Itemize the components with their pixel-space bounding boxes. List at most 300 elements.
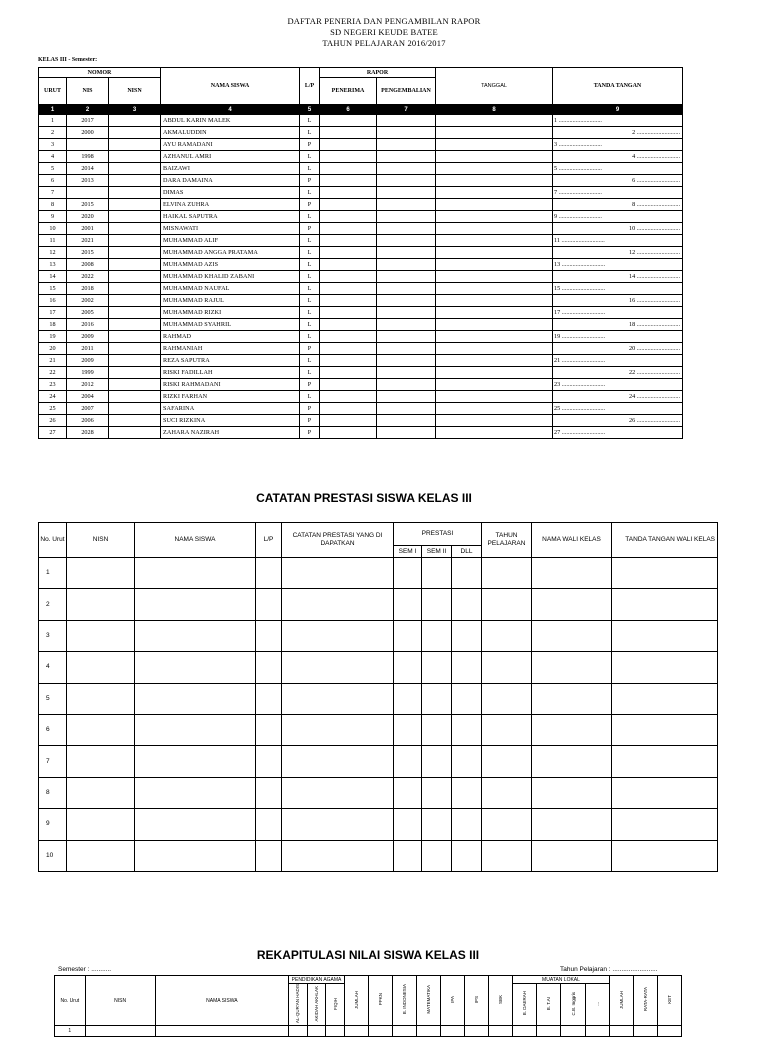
tanggal-cell [436,127,553,139]
empty-cell [612,620,718,651]
penerima-cell [320,307,377,319]
row-number: 4 [39,652,67,683]
signature-line: 10 ............................ [553,223,683,235]
penerima-cell [320,259,377,271]
nisn-cell [109,151,161,163]
empty-cell [657,1026,681,1037]
tanggal-cell [436,199,553,211]
rekap-table [54,975,682,1037]
gender-cell: P [300,403,320,415]
gender-cell: L [300,187,320,199]
nisn-cell [109,247,161,259]
prestasi-row [39,683,718,714]
row-number: 1 [39,558,67,589]
empty-cell [417,1026,441,1037]
empty-cell [532,777,612,808]
row-number: 25 [39,403,67,415]
pengembalian-cell [377,115,436,127]
signature-line: 4 ............................ [553,151,683,163]
empty-cell [394,809,422,840]
empty-cell [256,683,282,714]
row-number: 17 [39,307,67,319]
student-name: MUHAMMAD NAUFAL [161,283,300,295]
tanggal-cell [436,271,553,283]
pengembalian-cell [377,223,436,235]
student-row [39,379,683,391]
empty-cell [256,589,282,620]
penerima-cell [320,271,377,283]
empty-cell [452,558,482,589]
empty-cell [612,840,718,871]
student-name: ABDUL KARIN MALEK [161,115,300,127]
header-fiqih: FIQIH [332,997,338,1010]
nisn-cell [109,391,161,403]
header-ppkn: PPKN [378,993,384,1006]
header-b-tai: B. T.AI [546,996,552,1011]
row-number: 8 [39,777,67,808]
student-row [39,175,683,187]
header-ips: IPS [474,995,480,1004]
header-akidah-akhlak: AKIDAH AKHLAK [314,985,320,1022]
nisn-cell [109,259,161,271]
prestasi-rows [39,558,718,872]
gender-cell: P [300,379,320,391]
tanggal-cell [436,427,553,439]
nisn-cell [109,355,161,367]
tanggal-cell [436,163,553,175]
empty-cell [612,652,718,683]
empty-cell [612,589,718,620]
student-row [39,211,683,223]
row-number: 23 [39,379,67,391]
student-name: ELVINA ZUHRA [161,199,300,211]
prestasi-row [39,746,718,777]
nis-cell: 2000 [67,127,109,139]
signature-line: 17 ............................ [553,307,683,319]
row-number: 18 [39,319,67,331]
empty-cell [422,714,452,745]
empty-cell [135,683,256,714]
nisn-cell [109,271,161,283]
gender-cell: L [300,295,320,307]
section1-header [0,16,768,49]
nis-cell: 1999 [67,367,109,379]
empty-cell [422,809,452,840]
student-row [39,391,683,403]
tanggal-cell [436,283,553,295]
empty-cell [561,1026,585,1037]
row-number: 5 [39,683,67,714]
empty-cell [256,620,282,651]
empty-cell [482,620,532,651]
row-number: 10 [39,840,67,871]
nisn-cell [109,127,161,139]
student-row [39,235,683,247]
prestasi-table [38,522,718,872]
pengembalian-cell [377,427,436,439]
empty-cell [256,746,282,777]
nisn-cell [109,307,161,319]
empty-cell [393,1026,417,1037]
penerima-cell [320,187,377,199]
header-urut: URUT [39,78,67,105]
header-pendidikan-agama: PENDIDIKAN AGAMA [289,976,345,984]
header-tahun-pelajaran: TAHUN PELAJARAN [482,523,532,558]
pengembalian-cell [377,415,436,427]
header-b-daerah: B. DAERAH [522,991,528,1016]
nis-cell: 2004 [67,391,109,403]
pengembalian-cell [377,211,436,223]
student-row [39,331,683,343]
header-b-indonesia: B. INDONESIA [402,984,408,1015]
gender-cell: L [300,331,320,343]
empty-cell [532,620,612,651]
empty-cell [633,1026,657,1037]
nis-cell [67,139,109,151]
pengembalian-cell [377,343,436,355]
penerima-cell [320,199,377,211]
nisn-cell [109,235,161,247]
penerima-cell [320,223,377,235]
empty-cell [256,558,282,589]
pengembalian-cell [377,127,436,139]
empty-cell [537,1026,561,1037]
header-rata-rata: RATA-RATA [642,987,648,1012]
nisn-cell [109,223,161,235]
student-row [39,247,683,259]
header-cb-inggris: C.B. Inggris [570,991,576,1016]
pengembalian-cell [377,367,436,379]
tanggal-cell [436,295,553,307]
row-number: 3 [39,620,67,651]
row-number: 6 [39,714,67,745]
student-row [39,355,683,367]
pengembalian-cell [377,271,436,283]
signature-line: 23 ............................ [553,379,683,391]
row-number: 14 [39,271,67,283]
row-number: 10 [39,223,67,235]
row-number: 4 [39,151,67,163]
signature-line: 26 ............................ [553,415,683,427]
empty-cell [394,558,422,589]
empty-cell [67,558,135,589]
empty-cell [422,746,452,777]
empty-cell [394,777,422,808]
student-name: RAHMAD [161,331,300,343]
nis-cell: 2007 [67,403,109,415]
gender-cell: L [300,127,320,139]
nisn-cell [109,283,161,295]
nisn-cell [109,331,161,343]
col-number: 8 [436,105,553,115]
tanggal-cell [436,175,553,187]
empty-cell [67,746,135,777]
student-row [39,163,683,175]
row-number: 16 [39,295,67,307]
nis-cell: 2008 [67,259,109,271]
row-number: 9 [39,211,67,223]
header-tanda-tangan: TANDA TANGAN [553,68,683,105]
empty-cell [422,620,452,651]
empty-cell [532,840,612,871]
nisn-cell [109,115,161,127]
header-lp: L/P [300,68,320,105]
penerima-cell [320,127,377,139]
empty-cell [612,714,718,745]
signature-line: 7 ............................ [553,187,683,199]
student-name: MUHAMMAD SYAHRIL [161,319,300,331]
col-number: 7 [377,105,436,115]
nisn-cell [109,199,161,211]
nis-cell: 2009 [67,331,109,343]
penerima-cell [320,163,377,175]
empty-cell [532,809,612,840]
empty-cell [135,620,256,651]
student-name: MUHAMMAD KHALID ZABANI [161,271,300,283]
header-tanda-tangan-wali: TANDA TANGAN WALI KELAS [612,523,718,558]
student-name: MUHAMMAD AZIS [161,259,300,271]
gender-cell: L [300,367,320,379]
signature-line: 27 ............................ [553,427,683,439]
gender-cell: P [300,427,320,439]
empty-cell [482,589,532,620]
col-number: 5 [300,105,320,115]
signature-line: 19 ............................ [553,331,683,343]
gender-cell: L [300,391,320,403]
gender-cell: P [300,343,320,355]
penerima-cell [320,139,377,151]
header-rapor: RAPOR [320,68,436,78]
rekap-rows [55,1026,682,1037]
signature-line: 1 ............................ [553,115,683,127]
empty-cell [452,683,482,714]
student-name: MISNAWATI [161,223,300,235]
student-row [39,319,683,331]
header-nama-siswa: NAMA SISWA [135,523,256,558]
empty-cell [482,809,532,840]
nis-cell: 2018 [67,283,109,295]
signature-line: 18 ............................ [553,319,683,331]
gender-cell: L [300,355,320,367]
empty-cell [282,809,394,840]
empty-cell [394,714,422,745]
tanggal-cell [436,379,553,391]
empty-cell [256,809,282,840]
pengembalian-cell [377,295,436,307]
gender-cell: P [300,223,320,235]
signature-line: 3 ............................ [553,139,683,151]
empty-cell [394,840,422,871]
nis-cell: 2015 [67,199,109,211]
header-penerima: PENERIMA [320,78,377,105]
row-number: 9 [39,809,67,840]
prestasi-row [39,620,718,651]
signature-line: 13 ............................ [553,259,683,271]
signature-line: 12 ............................ [553,247,683,259]
empty-cell [67,809,135,840]
header-no-urut: No. Urut [39,523,67,558]
nis-cell: 1998 [67,151,109,163]
signature-line: 11 ............................ [553,235,683,247]
nis-cell: 2028 [67,427,109,439]
empty-cell [532,589,612,620]
doc-title-line-2: SD NEGERI KEUDE BATEE [330,27,438,37]
student-name: AKMALUDDIN [161,127,300,139]
empty-cell [465,1026,489,1037]
header-sbk: SBK [498,995,504,1005]
tanggal-cell [436,211,553,223]
empty-cell [452,746,482,777]
empty-cell [282,683,394,714]
row-number: 6 [39,175,67,187]
nisn-cell [109,319,161,331]
tanggal-cell [436,223,553,235]
tahun-pelajaran-label: Tahun Pelajaran : ......................... [560,966,658,973]
empty-cell [282,840,394,871]
penerima-cell [320,151,377,163]
pengembalian-cell [377,403,436,415]
empty-cell [256,652,282,683]
row-number: 19 [39,331,67,343]
gender-cell: L [300,283,320,295]
student-row [39,259,683,271]
student-name: RIZKI FARHAN [161,391,300,403]
row-number: 3 [39,139,67,151]
prestasi-row [39,558,718,589]
header-matematika: MATEMATIKA [426,985,432,1014]
empty-cell [67,683,135,714]
gender-cell: L [300,307,320,319]
header-nomor: NOMOR [39,68,161,78]
tanggal-cell [436,355,553,367]
col-number: 4 [161,105,300,115]
col-number: 2 [67,105,109,115]
gender-cell: L [300,151,320,163]
row-number: 5 [39,163,67,175]
nisn-cell [109,379,161,391]
gender-cell: P [300,199,320,211]
student-name: DARA DAMAINA [161,175,300,187]
empty-cell [67,777,135,808]
nis-cell: 2016 [67,319,109,331]
empty-cell [282,652,394,683]
row-number: 21 [39,355,67,367]
nisn-cell [109,211,161,223]
nis-cell: 2021 [67,235,109,247]
doc-title-line-1: DAFTAR PENERIA DAN PENGAMBILAN RAPOR [287,16,481,26]
empty-cell [135,714,256,745]
empty-cell [482,777,532,808]
pengembalian-cell [377,355,436,367]
header-sem-1: SEM I [394,546,422,558]
empty-cell [67,714,135,745]
tanggal-cell [436,403,553,415]
signature-line: 5 ............................ [553,163,683,175]
penerima-cell [320,319,377,331]
gender-cell: L [300,247,320,259]
signature-line: 16 ............................ [553,295,683,307]
prestasi-row [39,840,718,871]
student-row [39,403,683,415]
header-pengembalian: PENGEMBALIAN [377,78,436,105]
pengembalian-cell [377,151,436,163]
pengembalian-cell [377,247,436,259]
penerima-cell [320,235,377,247]
row-number: 1 [55,1026,86,1037]
empty-cell [612,777,718,808]
col-number: 1 [39,105,67,115]
empty-cell [452,714,482,745]
empty-cell [307,1026,326,1037]
header-catatan-prestasi: CATATAN PRESTASI YANG DI DAPATKAN [282,523,394,558]
pengembalian-cell [377,187,436,199]
nis-cell: 2013 [67,175,109,187]
nisn-cell [109,343,161,355]
nisn-cell [109,295,161,307]
empty-cell [482,652,532,683]
header-alquran-hadis: AL-QUR'AN HADIS [295,984,301,1024]
empty-cell [394,746,422,777]
student-row [39,271,683,283]
penerima-cell [320,355,377,367]
nis-cell [67,187,109,199]
nis-cell: 2012 [67,379,109,391]
student-name: BAIZAWI [161,163,300,175]
penerima-cell [320,211,377,223]
rekap-row [55,1026,682,1037]
pengembalian-cell [377,307,436,319]
prestasi-row [39,589,718,620]
empty-cell [85,1026,155,1037]
empty-cell [612,746,718,777]
empty-cell [394,683,422,714]
empty-cell [452,840,482,871]
student-name: DIMAS [161,187,300,199]
student-name: MUHAMMAD ALIF [161,235,300,247]
empty-cell [326,1026,345,1037]
row-number: 1 [39,115,67,127]
nisn-cell [109,403,161,415]
signature-line: 14 ............................ [553,271,683,283]
doc-title-line-3: TAHUN PELAJARAN 2016/2017 [322,38,446,48]
nis-cell: 2015 [67,247,109,259]
penerima-cell [320,295,377,307]
tanggal-cell [436,115,553,127]
signature-line: 8 ............................ [553,199,683,211]
header-nama-siswa: NAMA SISWA [161,68,300,105]
student-name: REZA SAPUTRA [161,355,300,367]
penerima-cell [320,247,377,259]
pengembalian-cell [377,235,436,247]
empty-cell [441,1026,465,1037]
gender-cell: L [300,163,320,175]
signature-line: 20 ............................ [553,343,683,355]
empty-cell [282,620,394,651]
empty-cell [612,809,718,840]
empty-cell [422,683,452,714]
row-number: 20 [39,343,67,355]
tanggal-cell [436,391,553,403]
pengembalian-cell [377,319,436,331]
empty-cell [282,714,394,745]
empty-cell [532,683,612,714]
nis-cell: 2020 [67,211,109,223]
empty-cell [394,620,422,651]
gender-cell: P [300,415,320,427]
empty-cell [452,652,482,683]
student-name: AZHANUL AMRI [161,151,300,163]
tanggal-cell [436,319,553,331]
